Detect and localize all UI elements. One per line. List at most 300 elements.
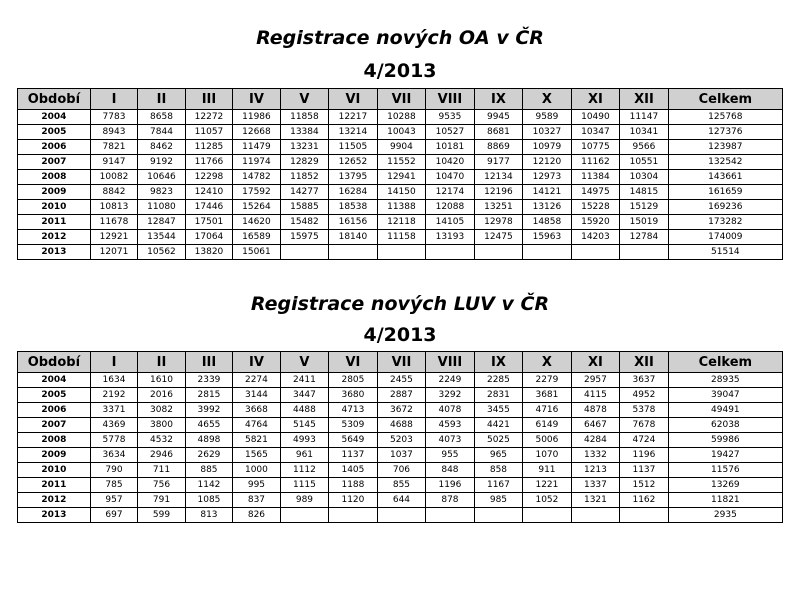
value-cell: 885 (185, 463, 232, 478)
year-cell: 2005 (18, 125, 91, 140)
value-cell: 3681 (523, 388, 572, 403)
year-cell: 2006 (18, 140, 91, 155)
value-cell: 855 (377, 478, 426, 493)
total-cell: 59986 (668, 433, 782, 448)
value-cell: 10420 (426, 155, 475, 170)
value-cell: 17501 (185, 215, 232, 230)
value-cell: 16156 (329, 215, 378, 230)
value-cell: 18538 (329, 200, 378, 215)
value-cell: 756 (138, 478, 185, 493)
value-cell (571, 245, 620, 260)
value-cell: 13251 (474, 200, 523, 215)
column-header: XII (620, 352, 669, 373)
value-cell: 4593 (426, 418, 475, 433)
value-cell: 7844 (138, 125, 185, 140)
value-cell: 11505 (329, 140, 378, 155)
table-row (18, 373, 783, 388)
column-header: Období (18, 352, 91, 373)
value-cell: 13231 (280, 140, 329, 155)
value-cell: 11285 (185, 140, 232, 155)
value-cell: 8681 (474, 125, 523, 140)
value-cell: 1337 (571, 478, 620, 493)
value-cell: 12973 (523, 170, 572, 185)
value-cell: 2957 (571, 373, 620, 388)
column-header: VIII (426, 352, 475, 373)
value-cell: 5309 (329, 418, 378, 433)
value-cell: 3144 (233, 388, 280, 403)
value-cell: 3800 (138, 418, 185, 433)
value-cell: 9589 (523, 110, 572, 125)
value-cell: 8842 (90, 185, 137, 200)
total-cell: 39047 (668, 388, 782, 403)
value-cell: 13193 (426, 230, 475, 245)
value-cell: 9904 (377, 140, 426, 155)
value-cell: 3992 (185, 403, 232, 418)
value-cell: 1085 (185, 493, 232, 508)
value-cell: 5649 (329, 433, 378, 448)
value-cell: 12410 (185, 185, 232, 200)
value-cell: 15129 (620, 200, 669, 215)
value-cell: 15228 (571, 200, 620, 215)
total-cell: 125768 (668, 110, 782, 125)
value-cell: 5378 (620, 403, 669, 418)
value-cell: 3292 (426, 388, 475, 403)
year-cell: 2010 (18, 463, 91, 478)
value-cell: 11852 (280, 170, 329, 185)
value-cell: 4369 (90, 418, 137, 433)
value-cell: 11766 (185, 155, 232, 170)
value-cell: 12978 (474, 215, 523, 230)
column-header: XI (571, 89, 620, 110)
value-cell: 5203 (377, 433, 426, 448)
table-row (18, 463, 783, 478)
value-cell: 3668 (233, 403, 280, 418)
value-cell: 11678 (90, 215, 137, 230)
value-cell: 4716 (523, 403, 572, 418)
value-cell: 2339 (185, 373, 232, 388)
value-cell: 15963 (523, 230, 572, 245)
year-cell: 2009 (18, 185, 91, 200)
value-cell (523, 245, 572, 260)
value-cell: 10490 (571, 110, 620, 125)
value-cell: 12941 (377, 170, 426, 185)
total-cell: 161659 (668, 185, 782, 200)
value-cell: 858 (474, 463, 523, 478)
value-cell: 11974 (233, 155, 280, 170)
value-cell: 10043 (377, 125, 426, 140)
value-cell: 10327 (523, 125, 572, 140)
value-cell: 12298 (185, 170, 232, 185)
value-cell: 11147 (620, 110, 669, 125)
value-cell: 15482 (280, 215, 329, 230)
table-row (18, 155, 783, 170)
table-row (18, 478, 783, 493)
value-cell: 12921 (90, 230, 137, 245)
value-cell: 1321 (571, 493, 620, 508)
value-cell: 2192 (90, 388, 137, 403)
value-cell: 790 (90, 463, 137, 478)
value-cell: 4713 (329, 403, 378, 418)
value-cell (329, 508, 378, 523)
value-cell (571, 508, 620, 523)
value-cell: 995 (233, 478, 280, 493)
value-cell: 12071 (90, 245, 137, 260)
total-cell: 11821 (668, 493, 782, 508)
value-cell: 2455 (377, 373, 426, 388)
value-cell: 10082 (90, 170, 137, 185)
value-cell: 5006 (523, 433, 572, 448)
value-cell: 11858 (280, 110, 329, 125)
year-cell: 2008 (18, 433, 91, 448)
value-cell: 11552 (377, 155, 426, 170)
value-cell: 1332 (571, 448, 620, 463)
total-cell: 132542 (668, 155, 782, 170)
value-cell: 11057 (185, 125, 232, 140)
value-cell: 10304 (620, 170, 669, 185)
value-cell: 697 (90, 508, 137, 523)
column-header: VIII (426, 89, 475, 110)
value-cell (620, 245, 669, 260)
value-cell: 957 (90, 493, 137, 508)
value-cell: 2285 (474, 373, 523, 388)
value-cell: 1000 (233, 463, 280, 478)
value-cell: 2887 (377, 388, 426, 403)
value-cell: 12174 (426, 185, 475, 200)
table-row (18, 215, 783, 230)
table-row (18, 140, 783, 155)
value-cell: 826 (233, 508, 280, 523)
value-cell: 961 (280, 448, 329, 463)
value-cell: 12652 (329, 155, 378, 170)
value-cell: 14121 (523, 185, 572, 200)
value-cell: 4688 (377, 418, 426, 433)
column-header: II (138, 352, 185, 373)
column-header: VII (377, 89, 426, 110)
column-header: IX (474, 89, 523, 110)
value-cell: 14782 (233, 170, 280, 185)
value-cell: 12829 (280, 155, 329, 170)
value-cell: 4078 (426, 403, 475, 418)
value-cell: 3680 (329, 388, 378, 403)
value-cell: 12475 (474, 230, 523, 245)
value-cell: 2815 (185, 388, 232, 403)
value-cell: 10646 (138, 170, 185, 185)
year-cell: 2012 (18, 493, 91, 508)
value-cell: 813 (185, 508, 232, 523)
value-cell (377, 508, 426, 523)
header-row (18, 89, 783, 110)
value-cell: 4488 (280, 403, 329, 418)
value-cell: 3637 (620, 373, 669, 388)
value-cell: 3634 (90, 448, 137, 463)
value-cell: 4764 (233, 418, 280, 433)
total-cell: 28935 (668, 373, 782, 388)
value-cell: 14815 (620, 185, 669, 200)
value-cell: 599 (138, 508, 185, 523)
column-header: VI (329, 89, 378, 110)
value-cell: 12668 (233, 125, 280, 140)
total-cell: 13269 (668, 478, 782, 493)
value-cell: 11158 (377, 230, 426, 245)
column-header: Období (18, 89, 91, 110)
value-cell: 14975 (571, 185, 620, 200)
value-cell (620, 508, 669, 523)
value-cell: 955 (426, 448, 475, 463)
value-cell: 785 (90, 478, 137, 493)
value-cell: 965 (474, 448, 523, 463)
year-cell: 2013 (18, 508, 91, 523)
value-cell: 10562 (138, 245, 185, 260)
year-cell: 2006 (18, 403, 91, 418)
value-cell: 1610 (138, 373, 185, 388)
value-cell: 10527 (426, 125, 475, 140)
value-cell: 9823 (138, 185, 185, 200)
column-header: I (90, 89, 137, 110)
total-cell: 123987 (668, 140, 782, 155)
value-cell: 14105 (426, 215, 475, 230)
value-cell: 12784 (620, 230, 669, 245)
value-cell: 4284 (571, 433, 620, 448)
value-cell: 12118 (377, 215, 426, 230)
column-header: X (523, 352, 572, 373)
year-cell: 2011 (18, 215, 91, 230)
value-cell: 17446 (185, 200, 232, 215)
value-cell: 7821 (90, 140, 137, 155)
table-row (18, 170, 783, 185)
year-cell: 2009 (18, 448, 91, 463)
value-cell: 1142 (185, 478, 232, 493)
value-cell: 9535 (426, 110, 475, 125)
column-header: XI (571, 352, 620, 373)
total-cell: 169236 (668, 200, 782, 215)
value-cell: 10288 (377, 110, 426, 125)
value-cell: 15264 (233, 200, 280, 215)
value-cell: 17592 (233, 185, 280, 200)
value-cell: 13126 (523, 200, 572, 215)
header-row (18, 352, 783, 373)
table-row (18, 125, 783, 140)
value-cell: 13384 (280, 125, 329, 140)
value-cell: 4993 (280, 433, 329, 448)
table-row (18, 110, 783, 125)
value-cell: 2016 (138, 388, 185, 403)
value-cell: 12847 (138, 215, 185, 230)
value-cell: 15019 (620, 215, 669, 230)
value-cell: 2831 (474, 388, 523, 403)
value-cell: 10775 (571, 140, 620, 155)
value-cell: 1115 (280, 478, 329, 493)
value-cell: 13214 (329, 125, 378, 140)
value-cell: 1070 (523, 448, 572, 463)
value-cell: 12134 (474, 170, 523, 185)
value-cell (523, 508, 572, 523)
value-cell (474, 508, 523, 523)
value-cell: 9566 (620, 140, 669, 155)
value-cell: 8658 (138, 110, 185, 125)
value-cell: 4655 (185, 418, 232, 433)
value-cell: 706 (377, 463, 426, 478)
value-cell: 12217 (329, 110, 378, 125)
table-row (18, 388, 783, 403)
value-cell: 1405 (329, 463, 378, 478)
value-cell: 10347 (571, 125, 620, 140)
value-cell: 4115 (571, 388, 620, 403)
value-cell: 2274 (233, 373, 280, 388)
value-cell: 1120 (329, 493, 378, 508)
value-cell: 8462 (138, 140, 185, 155)
value-cell: 14277 (280, 185, 329, 200)
value-cell: 1512 (620, 478, 669, 493)
value-cell: 11986 (233, 110, 280, 125)
value-cell: 11479 (233, 140, 280, 155)
value-cell: 12272 (185, 110, 232, 125)
value-cell: 3455 (474, 403, 523, 418)
value-cell: 15061 (233, 245, 280, 260)
year-cell: 2004 (18, 373, 91, 388)
value-cell: 7783 (90, 110, 137, 125)
luv-subtitle: 4/2013 (363, 324, 437, 346)
value-cell: 1112 (280, 463, 329, 478)
column-header: Celkem (668, 89, 782, 110)
value-cell: 4724 (620, 433, 669, 448)
column-header: IV (233, 89, 280, 110)
value-cell (377, 245, 426, 260)
value-cell: 12120 (523, 155, 572, 170)
total-cell: 62038 (668, 418, 782, 433)
total-cell: 173282 (668, 215, 782, 230)
value-cell: 15885 (280, 200, 329, 215)
value-cell: 1221 (523, 478, 572, 493)
column-header: I (90, 352, 137, 373)
value-cell: 5778 (90, 433, 137, 448)
year-cell: 2012 (18, 230, 91, 245)
value-cell: 791 (138, 493, 185, 508)
column-header: IX (474, 352, 523, 373)
value-cell: 985 (474, 493, 523, 508)
column-header: VI (329, 352, 378, 373)
luv-table (17, 351, 783, 523)
value-cell: 6467 (571, 418, 620, 433)
value-cell: 878 (426, 493, 475, 508)
column-header: IV (233, 352, 280, 373)
value-cell (426, 245, 475, 260)
table-row (18, 448, 783, 463)
value-cell: 2805 (329, 373, 378, 388)
value-cell: 1037 (377, 448, 426, 463)
column-header: V (280, 89, 329, 110)
value-cell: 1634 (90, 373, 137, 388)
total-cell: 143661 (668, 170, 782, 185)
value-cell: 17064 (185, 230, 232, 245)
value-cell: 644 (377, 493, 426, 508)
year-cell: 2011 (18, 478, 91, 493)
table-row (18, 403, 783, 418)
value-cell: 3672 (377, 403, 426, 418)
value-cell: 7678 (620, 418, 669, 433)
value-cell: 1162 (620, 493, 669, 508)
column-header: VII (377, 352, 426, 373)
value-cell: 12088 (426, 200, 475, 215)
value-cell: 16589 (233, 230, 280, 245)
value-cell: 2629 (185, 448, 232, 463)
value-cell: 8869 (474, 140, 523, 155)
column-header: XII (620, 89, 669, 110)
table-row (18, 433, 783, 448)
column-header: III (185, 352, 232, 373)
value-cell: 1188 (329, 478, 378, 493)
value-cell: 837 (233, 493, 280, 508)
value-cell (280, 245, 329, 260)
value-cell: 13544 (138, 230, 185, 245)
value-cell: 14203 (571, 230, 620, 245)
value-cell: 12196 (474, 185, 523, 200)
value-cell: 11162 (571, 155, 620, 170)
year-cell: 2004 (18, 110, 91, 125)
value-cell: 16284 (329, 185, 378, 200)
value-cell: 1167 (474, 478, 523, 493)
value-cell: 2946 (138, 448, 185, 463)
value-cell: 4073 (426, 433, 475, 448)
total-cell: 2935 (668, 508, 782, 523)
value-cell: 1196 (426, 478, 475, 493)
value-cell: 1196 (620, 448, 669, 463)
year-cell: 2007 (18, 418, 91, 433)
value-cell: 5145 (280, 418, 329, 433)
value-cell: 911 (523, 463, 572, 478)
value-cell: 14620 (233, 215, 280, 230)
value-cell: 5025 (474, 433, 523, 448)
value-cell: 15920 (571, 215, 620, 230)
oa-subtitle: 4/2013 (363, 60, 437, 82)
value-cell: 9192 (138, 155, 185, 170)
table-row (18, 418, 783, 433)
value-cell: 13795 (329, 170, 378, 185)
value-cell: 10341 (620, 125, 669, 140)
table-row (18, 185, 783, 200)
value-cell: 1137 (329, 448, 378, 463)
value-cell: 14858 (523, 215, 572, 230)
value-cell: 3447 (280, 388, 329, 403)
total-cell: 19427 (668, 448, 782, 463)
value-cell: 4421 (474, 418, 523, 433)
table-row (18, 245, 783, 260)
column-header: X (523, 89, 572, 110)
table-row (18, 200, 783, 215)
total-cell: 174009 (668, 230, 782, 245)
value-cell (426, 508, 475, 523)
value-cell: 2249 (426, 373, 475, 388)
value-cell: 6149 (523, 418, 572, 433)
total-cell: 127376 (668, 125, 782, 140)
value-cell: 10979 (523, 140, 572, 155)
year-cell: 2008 (18, 170, 91, 185)
value-cell: 4952 (620, 388, 669, 403)
table-row (18, 230, 783, 245)
value-cell: 3371 (90, 403, 137, 418)
oa-table (17, 88, 783, 260)
value-cell (329, 245, 378, 260)
year-cell: 2013 (18, 245, 91, 260)
value-cell: 3082 (138, 403, 185, 418)
column-header: V (280, 352, 329, 373)
value-cell: 5821 (233, 433, 280, 448)
column-header: III (185, 89, 232, 110)
value-cell: 10551 (620, 155, 669, 170)
value-cell: 9945 (474, 110, 523, 125)
value-cell: 15975 (280, 230, 329, 245)
total-cell: 49491 (668, 403, 782, 418)
value-cell: 8943 (90, 125, 137, 140)
